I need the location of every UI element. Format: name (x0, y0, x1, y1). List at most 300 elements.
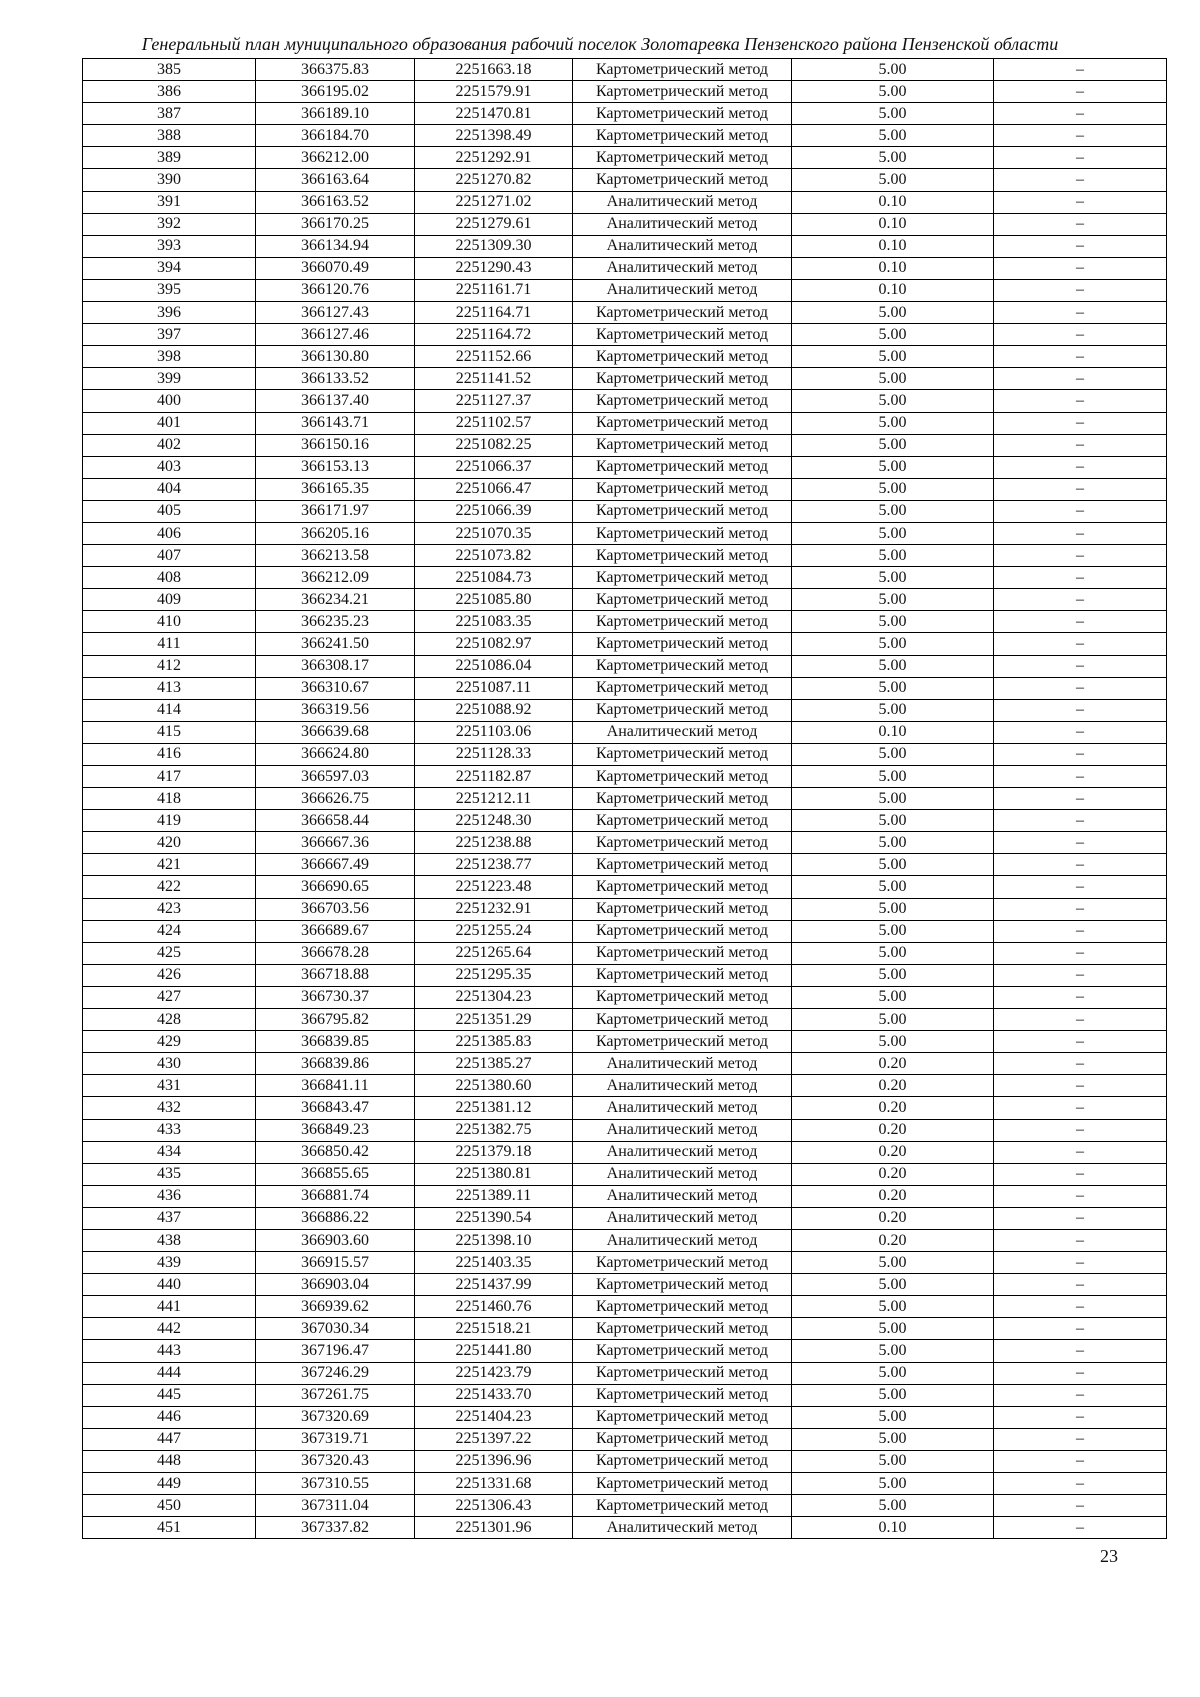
table-row (83, 147, 1167, 169)
method-cell: Картометрический метод (573, 876, 792, 898)
method-cell: Аналитический метод (573, 1141, 792, 1163)
table-row (83, 1009, 1167, 1031)
accuracy-cell: 5.00 (792, 876, 994, 898)
accuracy-cell: 0.20 (792, 1185, 994, 1207)
point-number-cell: 428 (83, 1009, 256, 1031)
point-number-cell: 443 (83, 1340, 256, 1362)
method-cell: Картометрический метод (573, 699, 792, 721)
x-coordinate-cell: 366070.49 (256, 257, 415, 279)
table-row (83, 721, 1167, 743)
note-cell: – (994, 1473, 1167, 1495)
method-cell: Картометрический метод (573, 169, 792, 191)
note-cell: – (994, 986, 1167, 1008)
method-cell: Картометрический метод (573, 920, 792, 942)
x-coordinate-cell: 366163.64 (256, 169, 415, 191)
y-coordinate-cell: 2251088.92 (415, 699, 573, 721)
table-row (83, 522, 1167, 544)
point-number-cell: 417 (83, 766, 256, 788)
note-cell: – (994, 1185, 1167, 1207)
x-coordinate-cell: 366120.76 (256, 279, 415, 301)
x-coordinate-cell: 367246.29 (256, 1362, 415, 1384)
y-coordinate-cell: 2251212.11 (415, 788, 573, 810)
x-coordinate-cell: 366597.03 (256, 766, 415, 788)
accuracy-cell: 0.10 (792, 1517, 994, 1539)
note-cell: – (994, 1141, 1167, 1163)
x-coordinate-cell: 366843.47 (256, 1097, 415, 1119)
accuracy-cell: 5.00 (792, 500, 994, 522)
accuracy-cell: 5.00 (792, 611, 994, 633)
table-row (83, 235, 1167, 257)
y-coordinate-cell: 2251379.18 (415, 1141, 573, 1163)
point-number-cell: 403 (83, 456, 256, 478)
accuracy-cell: 0.20 (792, 1229, 994, 1251)
note-cell: – (994, 1031, 1167, 1053)
y-coordinate-cell: 2251331.68 (415, 1473, 573, 1495)
coordinates-table-body (83, 59, 1167, 1539)
y-coordinate-cell: 2251232.91 (415, 898, 573, 920)
x-coordinate-cell: 366212.09 (256, 567, 415, 589)
point-number-cell: 390 (83, 169, 256, 191)
point-number-cell: 402 (83, 434, 256, 456)
table-row (83, 1384, 1167, 1406)
y-coordinate-cell: 2251248.30 (415, 810, 573, 832)
x-coordinate-cell: 366915.57 (256, 1252, 415, 1274)
accuracy-cell: 5.00 (792, 898, 994, 920)
y-coordinate-cell: 2251398.10 (415, 1229, 573, 1251)
x-coordinate-cell: 366639.68 (256, 721, 415, 743)
note-cell: – (994, 500, 1167, 522)
note-cell: – (994, 169, 1167, 191)
method-cell: Картометрический метод (573, 832, 792, 854)
table-row (83, 589, 1167, 611)
point-number-cell: 401 (83, 412, 256, 434)
x-coordinate-cell: 366703.56 (256, 898, 415, 920)
note-cell: – (994, 81, 1167, 103)
y-coordinate-cell: 2251161.71 (415, 279, 573, 301)
method-cell: Картометрический метод (573, 434, 792, 456)
point-number-cell: 421 (83, 854, 256, 876)
point-number-cell: 422 (83, 876, 256, 898)
accuracy-cell: 5.00 (792, 655, 994, 677)
accuracy-cell: 5.00 (792, 633, 994, 655)
accuracy-cell: 5.00 (792, 434, 994, 456)
table-row (83, 1517, 1167, 1539)
note-cell: – (994, 1406, 1167, 1428)
x-coordinate-cell: 366626.75 (256, 788, 415, 810)
method-cell: Картометрический метод (573, 1384, 792, 1406)
note-cell: – (994, 1450, 1167, 1472)
accuracy-cell: 5.00 (792, 832, 994, 854)
note-cell: – (994, 589, 1167, 611)
accuracy-cell: 5.00 (792, 1362, 994, 1384)
note-cell: – (994, 545, 1167, 567)
point-number-cell: 397 (83, 324, 256, 346)
point-number-cell: 392 (83, 213, 256, 235)
x-coordinate-cell: 366163.52 (256, 191, 415, 213)
accuracy-cell: 5.00 (792, 567, 994, 589)
x-coordinate-cell: 367030.34 (256, 1318, 415, 1340)
table-row (83, 103, 1167, 125)
accuracy-cell: 5.00 (792, 788, 994, 810)
point-number-cell: 426 (83, 964, 256, 986)
y-coordinate-cell: 2251066.47 (415, 478, 573, 500)
table-row (83, 743, 1167, 765)
accuracy-cell: 5.00 (792, 81, 994, 103)
y-coordinate-cell: 2251223.48 (415, 876, 573, 898)
accuracy-cell: 5.00 (792, 1495, 994, 1517)
y-coordinate-cell: 2251351.29 (415, 1009, 573, 1031)
x-coordinate-cell: 366184.70 (256, 125, 415, 147)
point-number-cell: 414 (83, 699, 256, 721)
table-row (83, 456, 1167, 478)
table-row (83, 677, 1167, 699)
method-cell: Картометрический метод (573, 1274, 792, 1296)
method-cell: Картометрический метод (573, 766, 792, 788)
x-coordinate-cell: 367320.43 (256, 1450, 415, 1472)
y-coordinate-cell: 2251389.11 (415, 1185, 573, 1207)
point-number-cell: 436 (83, 1185, 256, 1207)
x-coordinate-cell: 366624.80 (256, 743, 415, 765)
accuracy-cell: 5.00 (792, 1473, 994, 1495)
point-number-cell: 435 (83, 1163, 256, 1185)
point-number-cell: 446 (83, 1406, 256, 1428)
accuracy-cell: 5.00 (792, 103, 994, 125)
accuracy-cell: 0.10 (792, 191, 994, 213)
method-cell: Картометрический метод (573, 59, 792, 81)
note-cell: – (994, 1517, 1167, 1539)
note-cell: – (994, 1163, 1167, 1185)
method-cell: Аналитический метод (573, 279, 792, 301)
method-cell: Аналитический метод (573, 1053, 792, 1075)
point-number-cell: 444 (83, 1362, 256, 1384)
note-cell: – (994, 1362, 1167, 1384)
x-coordinate-cell: 366235.23 (256, 611, 415, 633)
accuracy-cell: 5.00 (792, 390, 994, 412)
table-row (83, 611, 1167, 633)
method-cell: Картометрический метод (573, 346, 792, 368)
method-cell: Картометрический метод (573, 1318, 792, 1340)
method-cell: Картометрический метод (573, 942, 792, 964)
accuracy-cell: 0.20 (792, 1053, 994, 1075)
table-row (83, 59, 1167, 81)
method-cell: Картометрический метод (573, 478, 792, 500)
y-coordinate-cell: 2251382.75 (415, 1119, 573, 1141)
x-coordinate-cell: 366730.37 (256, 986, 415, 1008)
x-coordinate-cell: 366886.22 (256, 1207, 415, 1229)
point-number-cell: 391 (83, 191, 256, 213)
y-coordinate-cell: 2251265.64 (415, 942, 573, 964)
point-number-cell: 420 (83, 832, 256, 854)
point-number-cell: 409 (83, 589, 256, 611)
point-number-cell: 394 (83, 257, 256, 279)
point-number-cell: 432 (83, 1097, 256, 1119)
table-row (83, 1296, 1167, 1318)
y-coordinate-cell: 2251238.77 (415, 854, 573, 876)
y-coordinate-cell: 2251085.80 (415, 589, 573, 611)
note-cell: – (994, 302, 1167, 324)
method-cell: Картометрический метод (573, 1362, 792, 1384)
point-number-cell: 429 (83, 1031, 256, 1053)
method-cell: Картометрический метод (573, 611, 792, 633)
accuracy-cell: 5.00 (792, 986, 994, 1008)
note-cell: – (994, 1097, 1167, 1119)
note-cell: – (994, 103, 1167, 125)
x-coordinate-cell: 366189.10 (256, 103, 415, 125)
y-coordinate-cell: 2251141.52 (415, 368, 573, 390)
note-cell: – (994, 1384, 1167, 1406)
note-cell: – (994, 743, 1167, 765)
point-number-cell: 411 (83, 633, 256, 655)
y-coordinate-cell: 2251381.12 (415, 1097, 573, 1119)
accuracy-cell: 5.00 (792, 766, 994, 788)
note-cell: – (994, 854, 1167, 876)
accuracy-cell: 5.00 (792, 1406, 994, 1428)
accuracy-cell: 5.00 (792, 456, 994, 478)
table-row (83, 655, 1167, 677)
y-coordinate-cell: 2251404.23 (415, 1406, 573, 1428)
x-coordinate-cell: 366133.52 (256, 368, 415, 390)
note-cell: – (994, 1318, 1167, 1340)
method-cell: Картометрический метод (573, 788, 792, 810)
x-coordinate-cell: 366153.13 (256, 456, 415, 478)
x-coordinate-cell: 366205.16 (256, 522, 415, 544)
accuracy-cell: 5.00 (792, 920, 994, 942)
method-cell: Картометрический метод (573, 302, 792, 324)
note-cell: – (994, 191, 1167, 213)
table-row (83, 412, 1167, 434)
note-cell: – (994, 1009, 1167, 1031)
y-coordinate-cell: 2251518.21 (415, 1318, 573, 1340)
x-coordinate-cell: 367311.04 (256, 1495, 415, 1517)
x-coordinate-cell: 366850.42 (256, 1141, 415, 1163)
accuracy-cell: 5.00 (792, 810, 994, 832)
table-row (83, 986, 1167, 1008)
method-cell: Картометрический метод (573, 1009, 792, 1031)
y-coordinate-cell: 2251396.96 (415, 1450, 573, 1472)
point-number-cell: 415 (83, 721, 256, 743)
x-coordinate-cell: 366130.80 (256, 346, 415, 368)
table-row (83, 810, 1167, 832)
table-row (83, 478, 1167, 500)
table-row (83, 1450, 1167, 1472)
method-cell: Картометрический метод (573, 1031, 792, 1053)
note-cell: – (994, 898, 1167, 920)
note-cell: – (994, 1229, 1167, 1251)
accuracy-cell: 0.10 (792, 721, 994, 743)
y-coordinate-cell: 2251082.97 (415, 633, 573, 655)
y-coordinate-cell: 2251309.30 (415, 235, 573, 257)
accuracy-cell: 5.00 (792, 522, 994, 544)
y-coordinate-cell: 2251128.33 (415, 743, 573, 765)
table-row (83, 1163, 1167, 1185)
table-row (83, 1053, 1167, 1075)
y-coordinate-cell: 2251084.73 (415, 567, 573, 589)
table-row (83, 1473, 1167, 1495)
method-cell: Аналитический метод (573, 721, 792, 743)
accuracy-cell: 5.00 (792, 1031, 994, 1053)
point-number-cell: 430 (83, 1053, 256, 1075)
note-cell: – (994, 699, 1167, 721)
method-cell: Картометрический метод (573, 456, 792, 478)
accuracy-cell: 0.10 (792, 257, 994, 279)
table-row (83, 1495, 1167, 1517)
x-coordinate-cell: 366134.94 (256, 235, 415, 257)
note-cell: – (994, 213, 1167, 235)
point-number-cell: 441 (83, 1296, 256, 1318)
table-row (83, 699, 1167, 721)
y-coordinate-cell: 2251385.83 (415, 1031, 573, 1053)
table-row (83, 1252, 1167, 1274)
y-coordinate-cell: 2251164.71 (415, 302, 573, 324)
table-row (83, 920, 1167, 942)
method-cell: Аналитический метод (573, 213, 792, 235)
method-cell: Картометрический метод (573, 655, 792, 677)
x-coordinate-cell: 367261.75 (256, 1384, 415, 1406)
point-number-cell: 440 (83, 1274, 256, 1296)
method-cell: Картометрический метод (573, 1252, 792, 1274)
note-cell: – (994, 766, 1167, 788)
point-number-cell: 425 (83, 942, 256, 964)
method-cell: Картометрический метод (573, 368, 792, 390)
note-cell: – (994, 324, 1167, 346)
y-coordinate-cell: 2251301.96 (415, 1517, 573, 1539)
y-coordinate-cell: 2251433.70 (415, 1384, 573, 1406)
y-coordinate-cell: 2251127.37 (415, 390, 573, 412)
method-cell: Картометрический метод (573, 390, 792, 412)
table-row (83, 434, 1167, 456)
y-coordinate-cell: 2251460.76 (415, 1296, 573, 1318)
x-coordinate-cell: 366143.71 (256, 412, 415, 434)
accuracy-cell: 5.00 (792, 1340, 994, 1362)
table-row (83, 81, 1167, 103)
table-row (83, 854, 1167, 876)
y-coordinate-cell: 2251073.82 (415, 545, 573, 567)
accuracy-cell: 5.00 (792, 125, 994, 147)
accuracy-cell: 5.00 (792, 743, 994, 765)
point-number-cell: 399 (83, 368, 256, 390)
point-number-cell: 412 (83, 655, 256, 677)
y-coordinate-cell: 2251182.87 (415, 766, 573, 788)
x-coordinate-cell: 366212.00 (256, 147, 415, 169)
y-coordinate-cell: 2251102.57 (415, 412, 573, 434)
y-coordinate-cell: 2251403.35 (415, 1252, 573, 1274)
point-number-cell: 447 (83, 1428, 256, 1450)
method-cell: Картометрический метод (573, 633, 792, 655)
y-coordinate-cell: 2251238.88 (415, 832, 573, 854)
note-cell: – (994, 368, 1167, 390)
method-cell: Картометрический метод (573, 1473, 792, 1495)
accuracy-cell: 5.00 (792, 854, 994, 876)
note-cell: – (994, 655, 1167, 677)
accuracy-cell: 0.20 (792, 1163, 994, 1185)
y-coordinate-cell: 2251279.61 (415, 213, 573, 235)
method-cell: Аналитический метод (573, 191, 792, 213)
table-row (83, 346, 1167, 368)
method-cell: Картометрический метод (573, 1406, 792, 1428)
table-row (83, 1229, 1167, 1251)
method-cell: Аналитический метод (573, 1119, 792, 1141)
y-coordinate-cell: 2251470.81 (415, 103, 573, 125)
y-coordinate-cell: 2251066.37 (415, 456, 573, 478)
note-cell: – (994, 1296, 1167, 1318)
x-coordinate-cell: 366308.17 (256, 655, 415, 677)
accuracy-cell: 0.20 (792, 1119, 994, 1141)
accuracy-cell: 5.00 (792, 1252, 994, 1274)
table-row (83, 279, 1167, 301)
y-coordinate-cell: 2251306.43 (415, 1495, 573, 1517)
accuracy-cell: 0.20 (792, 1075, 994, 1097)
x-coordinate-cell: 366170.25 (256, 213, 415, 235)
method-cell: Аналитический метод (573, 1075, 792, 1097)
accuracy-cell: 0.20 (792, 1141, 994, 1163)
method-cell: Картометрический метод (573, 545, 792, 567)
note-cell: – (994, 633, 1167, 655)
page-number: 23 (1100, 1546, 1118, 1566)
point-number-cell: 431 (83, 1075, 256, 1097)
note-cell: – (994, 677, 1167, 699)
y-coordinate-cell: 2251152.66 (415, 346, 573, 368)
point-number-cell: 404 (83, 478, 256, 500)
x-coordinate-cell: 367320.69 (256, 1406, 415, 1428)
point-number-cell: 419 (83, 810, 256, 832)
accuracy-cell: 5.00 (792, 1296, 994, 1318)
method-cell: Картометрический метод (573, 1428, 792, 1450)
y-coordinate-cell: 2251423.79 (415, 1362, 573, 1384)
x-coordinate-cell: 366241.50 (256, 633, 415, 655)
note-cell: – (994, 235, 1167, 257)
accuracy-cell: 5.00 (792, 169, 994, 191)
point-number-cell: 439 (83, 1252, 256, 1274)
table-row (83, 1406, 1167, 1428)
note-cell: – (994, 279, 1167, 301)
x-coordinate-cell: 366690.65 (256, 876, 415, 898)
x-coordinate-cell: 366150.16 (256, 434, 415, 456)
method-cell: Картометрический метод (573, 677, 792, 699)
note-cell: – (994, 1340, 1167, 1362)
method-cell: Аналитический метод (573, 235, 792, 257)
note-cell: – (994, 1428, 1167, 1450)
method-cell: Аналитический метод (573, 1097, 792, 1119)
note-cell: – (994, 390, 1167, 412)
x-coordinate-cell: 366881.74 (256, 1185, 415, 1207)
x-coordinate-cell: 366667.36 (256, 832, 415, 854)
y-coordinate-cell: 2251066.39 (415, 500, 573, 522)
y-coordinate-cell: 2251070.35 (415, 522, 573, 544)
point-number-cell: 406 (83, 522, 256, 544)
y-coordinate-cell: 2251441.80 (415, 1340, 573, 1362)
accuracy-cell: 5.00 (792, 59, 994, 81)
table-row (83, 390, 1167, 412)
table-row (83, 191, 1167, 213)
point-number-cell: 395 (83, 279, 256, 301)
accuracy-cell: 0.20 (792, 1097, 994, 1119)
x-coordinate-cell: 366689.67 (256, 920, 415, 942)
table-row (83, 1274, 1167, 1296)
x-coordinate-cell: 366234.21 (256, 589, 415, 611)
y-coordinate-cell: 2251397.22 (415, 1428, 573, 1450)
x-coordinate-cell: 366903.60 (256, 1229, 415, 1251)
method-cell: Картометрический метод (573, 810, 792, 832)
x-coordinate-cell: 366127.43 (256, 302, 415, 324)
table-row (83, 368, 1167, 390)
table-row (83, 1075, 1167, 1097)
note-cell: – (994, 147, 1167, 169)
note-cell: – (994, 832, 1167, 854)
x-coordinate-cell: 366310.67 (256, 677, 415, 699)
accuracy-cell: 5.00 (792, 324, 994, 346)
point-number-cell: 398 (83, 346, 256, 368)
x-coordinate-cell: 366855.65 (256, 1163, 415, 1185)
